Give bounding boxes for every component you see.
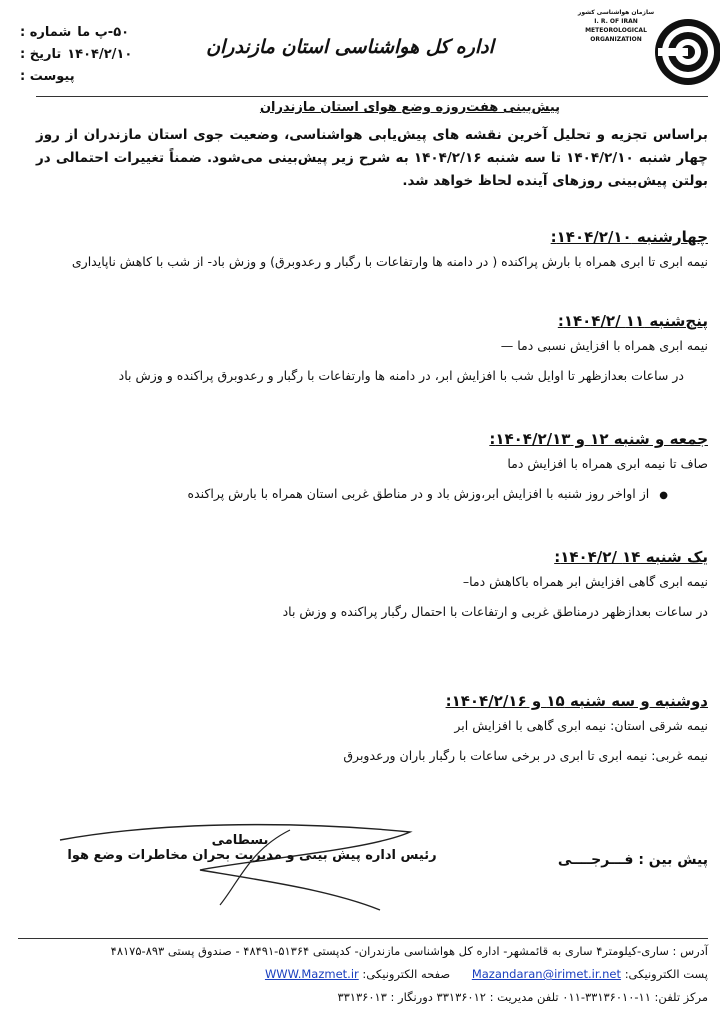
- intro-paragraph: براساس تجزیه و تحلیل آخرین نقشه های پیش‌یابی هواشناسی، وضعیت جوی استان مازندران از روز چهار شنبه ۱۴۰۴/۲/۱۰ تا سه شنبه ۱۴۰۴/۲/۱۶ به شرح زیر پیش‌بینی می‌شود. ضمناً تغییرات احتمالی در بولتن پیش‌بینی روزهای آینده لحاظ خواهد شد.: [36, 127, 708, 189]
- day-line: نیمه ابری گاهی افزایش ابر همراه باکاهش دما–: [462, 574, 708, 589]
- office-title: اداره کل هواشناسی استان مازندران: [206, 36, 494, 58]
- footer-address: آدرس : ساری-کیلومتر۴ ساری به قائمشهر- اداره کل هواشناسی مازندران- کدپستی ۵۱۳۶۴-۴۸۴۹۱ - صندوق پستی ۸۹۳-۴۸۱۷۵: [110, 944, 708, 958]
- website-label: صفحه الکترونیکی:: [362, 967, 451, 981]
- day-heading: پنج‌شنبه ۱۱ /۱۴۰۴/۲:: [557, 312, 708, 330]
- number-label: شماره :: [20, 25, 72, 40]
- signer-title: رئیس اداره پیش بینی و مدیریت بحران مخاطرات وضع هوا: [67, 848, 437, 863]
- document-title: پیش‌بینی هفت‌روزه وضع هوای استان مازندران: [259, 100, 561, 115]
- attachment-row: [20, 66, 160, 88]
- forecast-day-3: [30, 430, 708, 506]
- forecast-day-2: [30, 312, 708, 386]
- website-link[interactable]: WWW.Mazmet.ir: [264, 967, 359, 981]
- day-line: نیمه غربی: نیمه ابری تا ابری در برخی ساعات با رگبار باران ورعدوبرق: [343, 748, 708, 763]
- signer-name: بسطامی: [211, 833, 269, 848]
- footer-divider: [18, 938, 708, 939]
- forecast-day-1: [30, 228, 708, 272]
- signature-scribble: [50, 810, 480, 920]
- email-link[interactable]: Mazandaran@irimet.ir.net: [471, 967, 622, 981]
- date-row: [20, 44, 160, 66]
- day-line: نیمه ابری همراه با افزایش نسبی دما —: [500, 338, 708, 353]
- logo-text-3: ORGANIZATION: [590, 36, 642, 43]
- day-heading: دوشنبه و سه شنبه ۱۵ و ۱۴۰۴/۲/۱۶:: [445, 692, 708, 710]
- document-meta: [20, 22, 160, 88]
- footer-contact: [18, 963, 708, 985]
- logo-text-1: I. R. OF IRAN: [594, 18, 638, 25]
- number-value: ۵۰-پ ما: [77, 25, 130, 40]
- day-heading: یک شنبه ۱۴ /۱۴۰۴/۲:: [554, 548, 708, 566]
- forecast-day-4: [30, 548, 708, 622]
- forecaster-name: پیش بین : فـــرجــــی: [557, 852, 708, 868]
- date-value: ۱۴۰۴/۲/۱۰: [67, 47, 133, 62]
- footer-phones: مرکز تلفن: ۱۱-۳۳۱۳۶۰۱۰-۰۱۱ تلفن مدیریت : ۳۳۱۳۶۰۱۲ دورنگار : ۳۳۱۳۶۰۱۳: [337, 990, 708, 1004]
- day-line: صاف تا نیمه ابری همراه با افزایش دما: [507, 456, 708, 471]
- bullet-item: ● از اواخر روز شنبه با افزایش ابر،وزش باد و در مناطق غربی استان همراه با بارش پراکنده: [30, 484, 708, 506]
- date-label: تاریخ :: [20, 47, 62, 62]
- day-line: در ساعات بعدازظهر تا اوایل شب با افزایش ابر، در دامنه ها وارتفاعات با رگبار و رعدوبرق پراکنده و وزش باد: [118, 368, 684, 383]
- day-line: در ساعات بعدازظهر درمناطق غربی و ارتفاعات با احتمال رگبار پراکنده و وزش باد: [282, 604, 708, 619]
- forecast-day-5: [30, 692, 708, 766]
- header-divider: [36, 96, 708, 97]
- day-heading: چهارشنبه ۱۴۰۴/۲/۱۰:: [550, 228, 708, 246]
- logo-text-2: METEOROLOGICAL: [585, 27, 647, 34]
- logo-text-fa: سازمان هواشناسی کشور: [577, 9, 655, 16]
- day-heading: جمعه و شنبه ۱۲ و ۱۴۰۴/۲/۱۳:: [489, 430, 708, 448]
- day-line: نیمه ابری تا ابری همراه با بارش پراکنده ( در دامنه ها وارتفاعات با رگبار و رعدوبرق) و وزش باد- از شب با کاهش ناپایداری: [71, 254, 708, 269]
- email-label: پست الکترونیکی:: [624, 967, 708, 981]
- number-row: [20, 22, 160, 44]
- day-line: نیمه شرقی استان: نیمه ابری گاهی با افزایش ابر: [454, 718, 708, 733]
- organization-logo: [570, 4, 720, 92]
- attachment-label: پیوست :: [20, 69, 75, 84]
